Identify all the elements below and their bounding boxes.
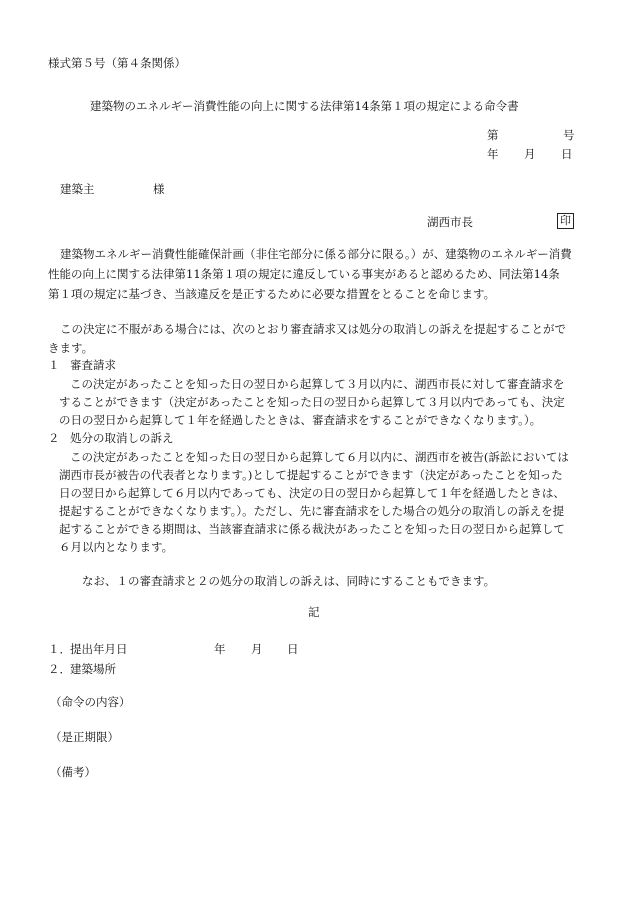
addressee-honorific: 様 [153,182,165,196]
issuer-name: 湖西市長 [427,215,473,229]
main-text-line: 第１項の規定に基づき、当該違反を是正するために必要な措置をとることを命じます。 [48,287,496,301]
field-number: ２． [48,662,71,676]
section-remarks: （備考） [50,765,96,779]
main-text-line: 性能の向上に関する法律第11条第１項の規定に違反している事実があると認めるため、同法第14条 [48,267,560,281]
appeal-item-line: 提起することができなくなります。）。ただし、先に審査請求をした場合の処分の取消しの訴えを提 [59,504,565,518]
document-title: 建築物のエネルギー消費性能の向上に関する法律第14条第１項の規定による命令書 [90,99,519,113]
addressee-label: 建築主 [60,182,95,196]
appeal-intro-line: この決定に不服がある場合には、次のとおり審査請求又は処分の取消しの訴えを提起することがで [60,322,566,336]
field-day: 日 [287,642,299,656]
date-month: 月 [524,147,536,161]
number-prefix: 第 [487,128,499,142]
appeal-item-heading: 処分の取消しの訴え [70,431,174,445]
field-label: 建築場所 [70,662,116,676]
record-heading: 記 [308,605,320,619]
section-correction-deadline: （是正期限） [50,730,119,744]
appeal-item-line: この決定があったことを知った日の翌日から起算して６月以内に、湖西市を被告(訴訟においては [70,450,569,464]
appeal-item-line: 起することができる期間は、当該審査請求に係る裁決があったことを知った日の翌日から起算して [59,522,565,536]
appeal-item-line: の日の翌日から起算して１年を経過したときは、審査請求をすることができなくなります。）。 [59,413,542,427]
appeal-item-line: 湖西市長が被告の代表者となります。)として提起することができます（決定があったことを知った [59,468,563,482]
appeal-item-line: ６月以内となります。 [59,540,174,554]
date-year: 年 [487,147,499,161]
concurrent-note: なお、１の審査請求と２の処分の取消しの訴えは、同時にすることもできます。 [82,574,496,588]
appeal-item-number: １ [48,358,60,372]
appeal-item-line: 日の翌日から起算して６月以内であっても、決定の日の翌日から起算して１年を経過したときは、 [59,486,565,500]
appeal-item-line: この決定があったことを知った日の翌日から起算して３月以内に、湖西市長に対して審査請求を [70,377,565,391]
appeal-item-heading: 審査請求 [70,358,116,372]
field-label: 提出年月日 [70,642,128,656]
main-text-line: 建築物エネルギー消費性能確保計画（非住宅部分に係る部分に限る。）が、建築物のエネルギー消費 [60,247,572,261]
appeal-item-line: することができます（決定があったことを知った日の翌日から起算して３月以内であっても、決定 [59,395,565,409]
appeal-item-number: ２ [48,431,60,445]
field-number: １． [48,642,71,656]
number-suffix: 号 [563,128,575,142]
field-month: 月 [251,642,263,656]
seal-mark: 印 [557,213,574,229]
section-order-content: （命令の内容） [50,695,131,709]
form-id: 様式第５号（第４条関係） [48,56,186,70]
date-day: 日 [561,147,573,161]
field-year: 年 [214,642,226,656]
appeal-intro-line: きます。 [48,341,94,355]
